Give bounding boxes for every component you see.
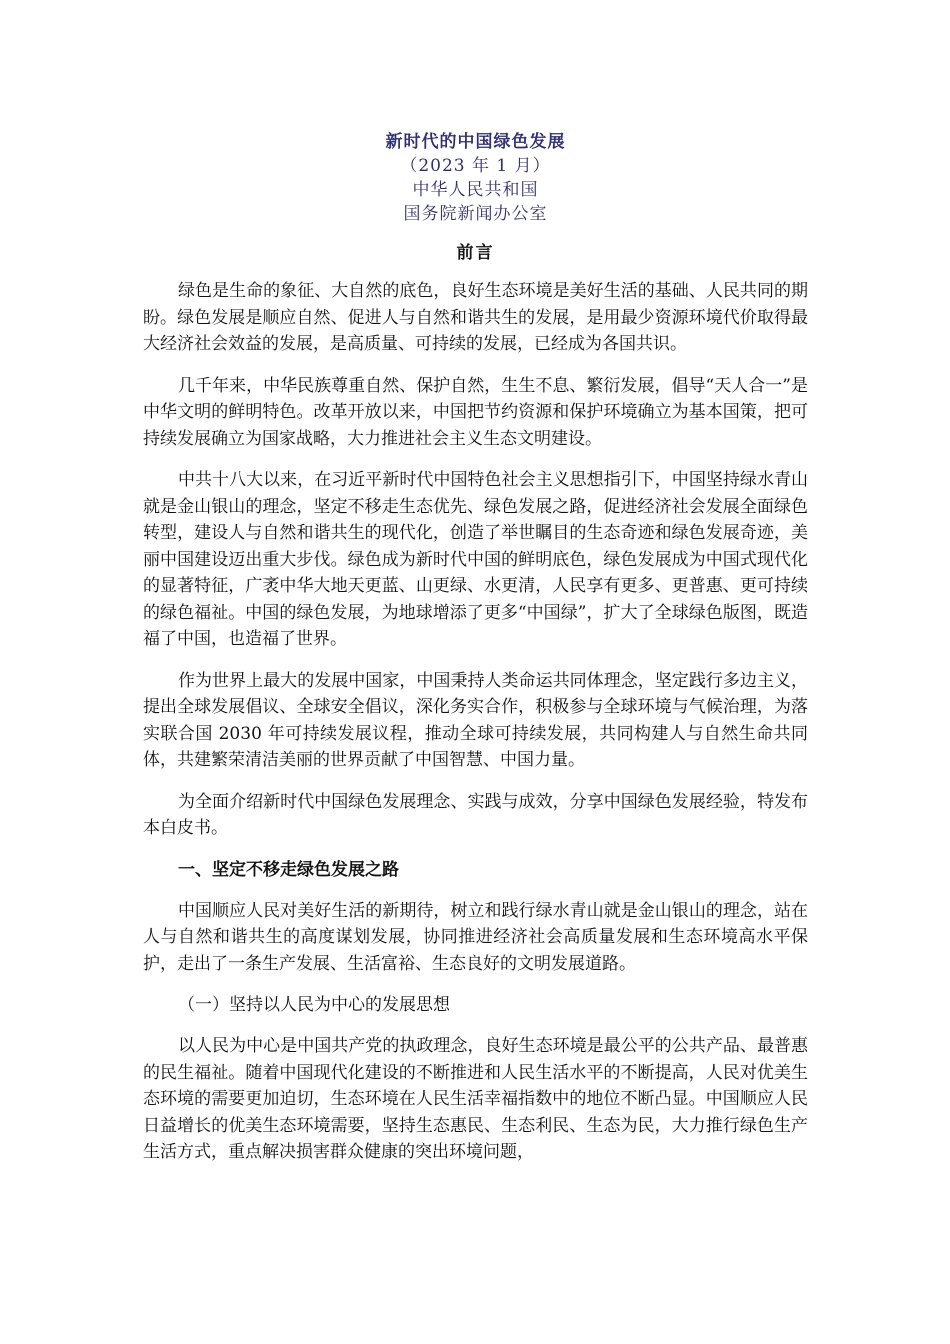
issuer-line-2: 国务院新闻办公室: [403, 204, 548, 224]
title-block: [143, 130, 808, 226]
document-page: [143, 130, 808, 1181]
preface-paragraph-3: 中共十八大以来，在习近平新时代中国特色社会主义思想指引下，中国坚持绿水青山就是金山银山的理念，坚定不移走生态优先、绿色发展之路，促进经济社会发展全面绿色转型，建设人与自然和谐共生的现代化，创造了举世瞩目的生态奇迹和绿色发展奇迹，美丽中国建设迈出重大步伐。绿色成为新时代中国的鲜明底色，绿色发展成为中国式现代化的显著特征，广袤中华大地天更蓝、山更绿、水更清，人民享有更多、更普惠、更可持续的绿色福祉。中国的绿色发展，为地球增添了更多“中国绿”，扩大了全球绿色版图，既造福了中国，也造福了世界。: [143, 470, 808, 649]
preface-paragraph-4: 作为世界上最大的发展中国家，中国秉持人类命运共同体理念，坚定践行多边主义，提出全球发展倡议、全球安全倡议，深化务实合作，积极参与全球环境与气候治理，为落实联合国 2030 年可持续发展议程，推动全球可持续发展，共同构建人与自然生命共同体，共建繁荣清洁美丽的世界贡献了中国智慧、中国力量。: [143, 670, 808, 770]
issuer-line-1: 中华人民共和国: [412, 180, 539, 200]
document-title: 新时代的中国绿色发展: [385, 132, 566, 152]
preface-heading: 前言: [456, 243, 495, 263]
section-1-intro: 中国顺应人民对美好生活的新期待，树立和践行绿水青山就是金山银山的理念，站在人与自然和谐共生的高度谋划发展，协同推进经济社会高质量发展和生态环境高水平保护，走出了一条生产发展、生活富裕、生态良好的文明发展道路。: [143, 900, 808, 974]
preface-paragraph-2: 几千年来，中华民族尊重自然、保护自然，生生不息、繁衍发展，倡导“天人合一”是中华文明的鲜明特色。改革开放以来，中国把节约资源和保护环境确立为基本国策，把可持续发展确立为国家战略，大力推进社会主义生态文明建设。: [143, 375, 808, 449]
section-1-heading: 一、坚定不移走绿色发展之路: [178, 859, 399, 880]
preface-paragraph-1: 绿色是生命的象征、大自然的底色，良好生态环境是美好生活的基础、人民共同的期盼。绿色发展是顺应自然、促进人与自然和谐共生的发展，是用最少资源环境代价取得最大经济社会效益的发展，是高质量、可持续的发展，已经成为各国共识。: [143, 281, 808, 354]
document-date: （2023 年 1 月）: [400, 156, 551, 176]
section-1-subheading: （一）坚持以人民为中心的发展思想: [178, 995, 450, 1015]
preface-paragraph-5: 为全面介绍新时代中国绿色发展理念、实践与成效，分享中国绿色发展经验，特发布本白皮书。: [143, 791, 808, 838]
section-1-body: 以人民为中心是中国共产党的执政理念，良好生态环境是最公平的公共产品、最普惠的民生福祉。随着中国现代化建设的不断推进和人民生活水平的不断提高，人民对优美生态环境的需要更加迫切，生态环境在人民生活幸福指数中的地位不断凸显。中国顺应人民日益增长的优美生态环境需要，坚持生态惠民、生态利民、生态为民，大力推行绿色生产生活方式，重点解决损害群众健康的突出环境问题，: [143, 1036, 808, 1162]
